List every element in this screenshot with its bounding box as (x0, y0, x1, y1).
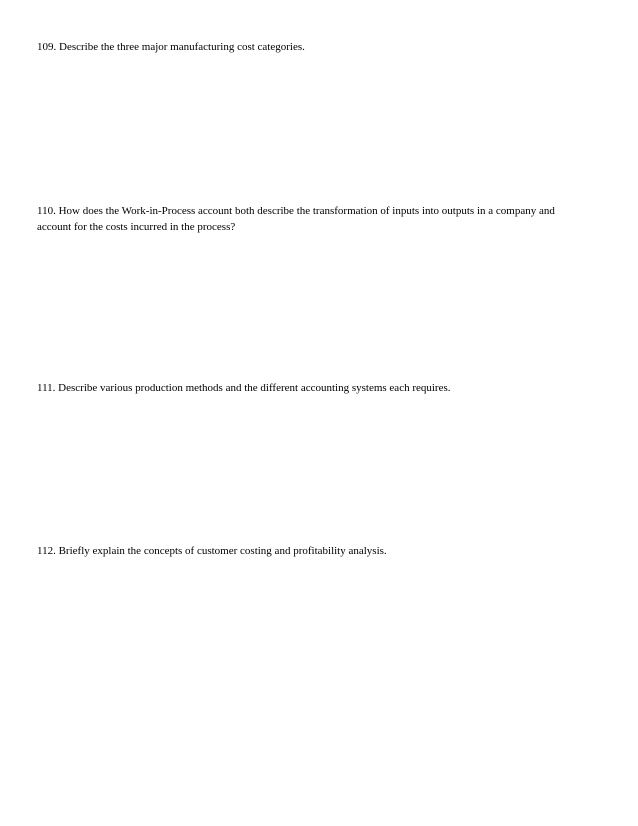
question-111: 111. Describe various production methods and the different accounting systems each requires. (37, 382, 451, 394)
question-110: 110. How does the Work-in-Process account both describe the transformation of inputs into outputs in a company and account for the costs incurred in the process? (37, 205, 555, 233)
question-112: 112. Briefly explain the concepts of customer costing and profitability analysis. (37, 545, 387, 557)
question-109: 109. Describe the three major manufacturing cost categories. (37, 41, 305, 53)
